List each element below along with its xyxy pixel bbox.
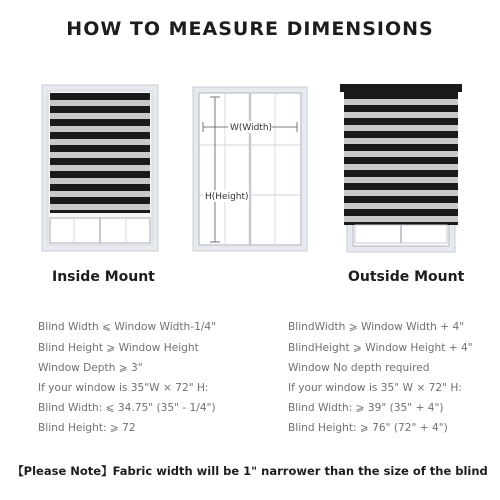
measure-window <box>193 87 307 251</box>
inside-spec-2: Blind Height ⩾ Window Height <box>38 342 199 354</box>
outside-blind <box>340 84 462 243</box>
outside-spec-5: Blind Width: ⩾ 39" (35" + 4") <box>288 402 444 414</box>
fabric-width-note: 【Please Note】Fabric width will be 1" narrower than the size of the blind <box>12 464 488 478</box>
outside-spec-3: Window No depth required <box>288 362 430 374</box>
outside-spec-6: Blind Height: ⩾ 76" (72" + 4") <box>288 422 448 434</box>
inside-spec-4: If your window is 35"W × 72" H: <box>38 382 209 394</box>
inside-spec-3: Window Depth ⩾ 3" <box>38 362 143 374</box>
outside-mount-window <box>340 84 462 252</box>
inside-spec-5: Blind Width: ⩽ 34.75" (35" - 1/4") <box>38 402 216 414</box>
inside-blind <box>50 93 150 213</box>
outside-spec-1: BlindWidth ⩾ Window Width + 4" <box>288 321 465 333</box>
outside-spec-4: If your window is 35" W × 72" H: <box>288 382 462 394</box>
inside-mount-label: Inside Mount <box>52 269 155 285</box>
outside-mount-label: Outside Mount <box>348 269 465 285</box>
page-title: HOW TO MEASURE DIMENSIONS <box>66 18 434 40</box>
width-label: W(Width) <box>230 123 273 133</box>
height-label: H(Height) <box>205 192 249 202</box>
outside-spec-2: BlindHeight ⩾ Window Height + 4" <box>288 342 473 354</box>
mount-diagrams <box>0 82 500 257</box>
inside-spec-1: Blind Width ⩽ Window Width-1/4" <box>38 321 217 333</box>
inside-spec-6: Blind Height: ⩾ 72 <box>38 422 136 434</box>
inside-mount-window <box>42 85 158 251</box>
